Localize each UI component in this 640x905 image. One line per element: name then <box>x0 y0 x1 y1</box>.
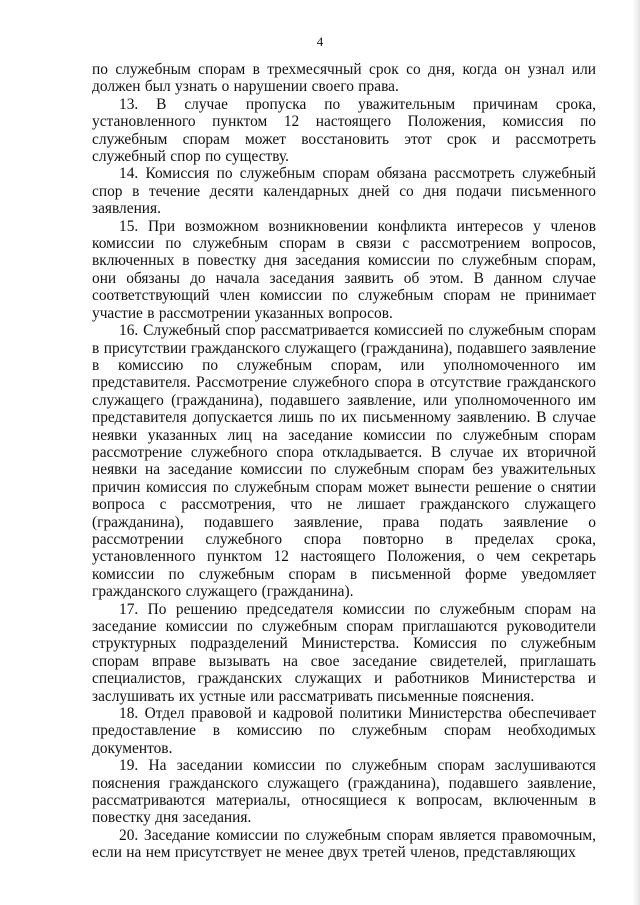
paragraph-15: 15. При возможном возникновении конфликта интересов у членов комиссии по служебным спорам в связи с рассмотрением вопросов, включенных в повестку дня заседания комиссии по служебным спорам, они обязаны до начала заседания заявить об этом. В данном случае соответствующий член комиссии по служебным спорам не принимает участие в рассмотрении указанных вопросов. <box>92 217 596 322</box>
paragraph-16: 16. Служебный спор рассматривается комиссией по служебным спорам в присутствии гражданского служащего (гражданина), подавшего заявление в комиссию по служебным спорам, или уполномоченного им представителя. Рассмотрение служебного спора в отсутствие гражданского служащего (гражданина), подавшего заявление, или уполномоченного им представителя допускается лишь по их письменному заявлению. В случае неявки указанных лиц на заседание комиссии по служебным спорам рассмотрение служебного спора откладывается. В случае их вторичной неявки на заседание комиссии по служебным спорам без уважительных причин комиссия по служебным спорам может вынести решение о снятии вопроса с рассмотрения, что не лишает гражданского служащего (гражданина), подавшего заявление, права подать заявление о рассмотрении служебного спора повторно в пределах срока, установленного пунктом 12 настоящего Положения, о чем секретарь комиссии по служебным спорам в письменной форме уведомляет гражданского служащего (гражданина). <box>92 322 596 601</box>
paragraph-13: 13. В случае пропуска по уважительным причинам срока, установленного пунктом 12 настоящего Положения, комиссия по служебным спорам может восстановить этот срок и рассмотреть служебный спор по существу. <box>92 95 596 166</box>
document-body <box>92 61 596 862</box>
paragraph-17: 17. По решению председателя комиссии по служебным спорам на заседание комиссии по служебным спорам приглашаются руководители структурных подразделений Министерства. Комиссия по служебным спорам вправе вызывать на свое заседание свидетелей, приглашать специалистов, гражданских служащих и работников Министерства и заслушивать их устные или рассматривать письменные пояснения. <box>92 600 596 705</box>
paragraph-20: 20. Заседание комиссии по служебным спорам является правомочным, если на нем присутствует не менее двух третей членов, представляющих <box>92 826 596 862</box>
paragraph-14: 14. Комиссия по служебным спорам обязана рассмотреть служебный спор в течение десяти календарных дней со дня подачи письменного заявления. <box>92 165 596 218</box>
page-number: 4 <box>316 34 324 49</box>
paragraph-continuation: по служебным спорам в трехмесячный срок со дня, когда он узнал или должен был узнать о нарушении своего права. <box>92 61 596 96</box>
page-edge-shadow <box>632 0 640 905</box>
paragraph-18: 18. Отдел правовой и кадровой политики Министерства обеспечивает предоставление в комиссию по служебным спорам необходимых документов. <box>92 705 596 757</box>
paragraph-19: 19. На заседании комиссии по служебным спорам заслушиваются пояснения гражданского служащего (гражданина), подавшего заявление, рассматриваются материалы, относящиеся к вопросам, включенным в повестку дня заседания. <box>92 757 596 827</box>
